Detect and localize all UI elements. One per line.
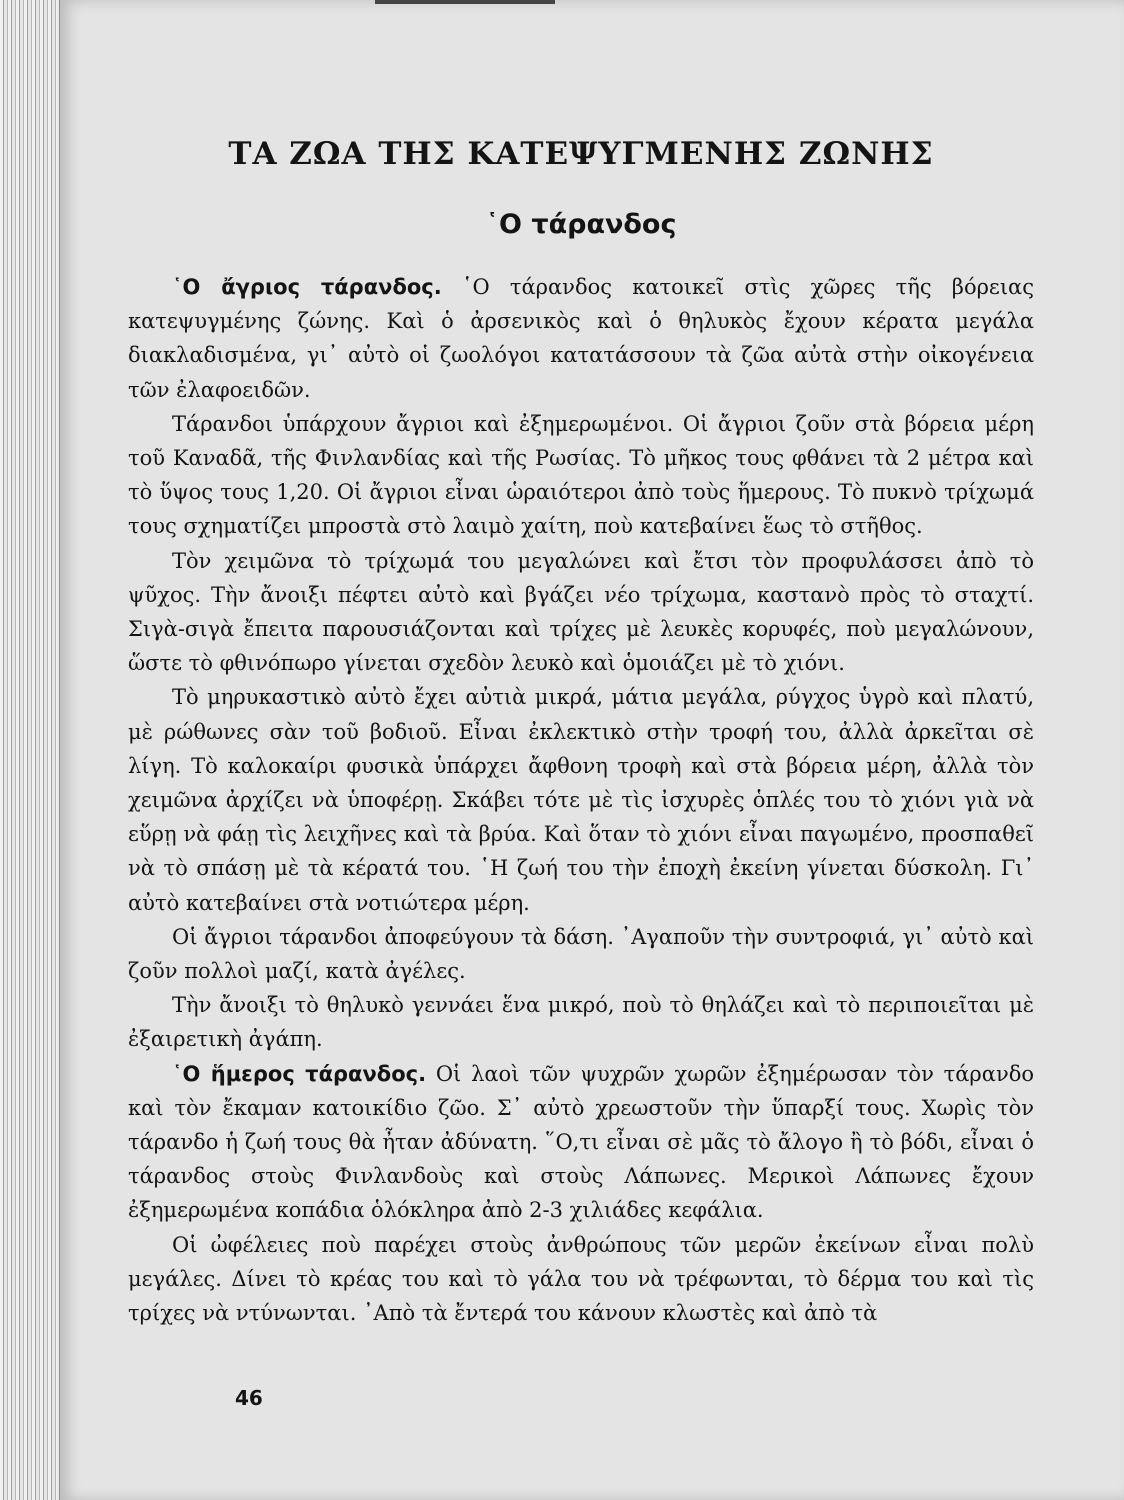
top-ink-mark xyxy=(375,0,555,4)
paragraph-text: ῾Ο τάρανδος κατοικεῖ στὶς χῶρες τῆς βόρειας κατεψυγμένης ζώνης. Καὶ ὁ ἀρσενικὸς καὶ ὁ θηλυκὸς ἔχουν κέρατα μεγάλα διακλαδισμένα, γι᾿ αὐτὸ οἱ ζωολόγοι κατατάσσουν τὰ ζῶα αὐτὰ στὴν οἰκογένεια τῶν ἐλαφοειδῶν. xyxy=(128,275,1034,402)
paragraph xyxy=(128,680,1034,919)
paragraph-text: Τὸ μηρυκαστικὸ αὐτὸ ἔχει αὐτιὰ μικρά, μάτια μεγάλα, ρύγχος ὑγρὸ καὶ πλατύ, μὲ ρώθωνες σὰν τοῦ βοδιοῦ. Εἶναι ἐκλεκτικὸ στὴν τροφή του, ἀλλὰ ἀρκεῖται σὲ λίγη. Τὸ καλοκαίρι φυσικὰ ὑπάρχει ἄφθονη τροφὴ καὶ στὰ βόρεια μέρη, ἀλλὰ τὸν χειμῶνα ἀρχίζει νὰ ὑποφέρῃ. Σκάβει τότε μὲ τὶς ἰσχυρὲς ὁπλές του τὸ χιόνι γιὰ νὰ εὕρῃ νὰ φάῃ τὶς λειχῆνες καὶ τὰ βρύα. Καὶ ὅταν τὸ χιόνι εἶναι παγωμένο, προσπαθεῖ νὰ τὸ σπάσῃ μὲ τὰ κέρατά του. ῾Η ζωή του τὴν ἐποχὴ ἐκείνη γίνεται δύσκολη. Γι᾿ αὐτὸ κατεβαίνει στὰ νοτιώτερα μέρη. xyxy=(128,685,1034,915)
section-title: ῾Ο τάρανδος xyxy=(485,209,677,240)
paragraph-wild-reindeer xyxy=(128,270,1034,407)
paragraph xyxy=(128,544,1034,681)
paragraph xyxy=(128,407,1034,544)
paragraph xyxy=(128,1228,1034,1331)
paragraph xyxy=(128,920,1034,988)
paragraph xyxy=(128,988,1034,1056)
chapter-title: ΤΑ ΖΩΑ ΤΗΣ ΚΑΤΕΨΥΓΜΕΝΗΣ ΖΩΝΗΣ xyxy=(228,136,934,172)
page-content xyxy=(128,128,1034,1330)
paragraph-lead: ῾Ο ἄγριος τάρανδος. xyxy=(172,275,442,299)
page-number: 46 xyxy=(235,1386,263,1410)
paragraph-text: Οἱ ἄγριοι τάρανδοι ἀποφεύγουν τὰ δάση. ᾿Αγαποῦν τὴν συντροφιά, γι᾿ αὐτὸ καὶ ζοῦν πολλοὶ μαζί, κατὰ ἀγέλες. xyxy=(128,924,1034,984)
body-text xyxy=(128,270,1034,1330)
paragraph-text: Τὸν χειμῶνα τὸ τρίχωμά του μεγαλώνει καὶ ἔτσι τὸν προφυλάσσει ἀπὸ τὸ ψῦχος. Τὴν ἄνοιξι πέφτει αὐτὸ καὶ βγάζει νέο τρίχωμα, καστανὸ πρὸς τὸ σταχτί. Σιγὰ-σιγὰ ἔπειτα παρουσιάζονται καὶ τρίχες μὲ λευκὲς κορυφές, ποὺ μεγαλώνουν, ὥστε τὸ φθινόπωρο γίνεται σχεδὸν λευκὸ καὶ ὁμοιάζει μὲ τὸ χιόνι. xyxy=(128,548,1034,676)
paragraph-text: Οἱ ὠφέλειες ποὺ παρέχει στοὺς ἀνθρώπους τῶν μερῶν ἐκείνων εἶναι πολὺ μεγάλες. Δίνει τὸ κρέας του καὶ τὸ γάλα του νὰ τρέφωνται, τὸ δέρμα του καὶ τὶς τρίχες νὰ ντύνωνται. ᾿Απὸ τὰ ἔντερά του κάνουν κλωστὲς καὶ ἀπὸ τὰ xyxy=(128,1232,1034,1326)
paragraph-text: Οἱ λαοὶ τῶν ψυχρῶν χωρῶν ἐξημέρωσαν τὸν τάρανδο καὶ τὸν ἔκαμαν κατοικίδιο ζῶο. Σ᾿ αὐτὸ χρεωστοῦν τὴν ὕπαρξί τους. Χωρὶς τὸν τάρανδο ἡ ζωή τους θὰ ἦταν ἀδύνατη. ῞Ο,τι εἶναι σὲ μᾶς τὸ ἄλογο ἢ τὸ βόδι, εἶναι ὁ τάρανδος στοὺς Φινλανδοὺς καὶ στοὺς Λάπωνες. Μερικοὶ Λάπωνες ἔχουν ἐξημερωμένα κοπάδια ὁλόκληρα ἀπὸ 2-3 χιλιάδες κεφάλια. xyxy=(128,1061,1034,1223)
paragraph-text: Τάρανδοι ὑπάρχουν ἄγριοι καὶ ἐξημερωμένοι. Οἱ ἄγριοι ζοῦν στὰ βόρεια μέρη τοῦ Καναδᾶ, τῆς Φινλανδίας καὶ τῆς Ρωσίας. Τὸ μῆκος τους φθάνει τὰ 2 μέτρα καὶ τὸ ὕψος τους 1,20. Οἱ ἄγριοι εἶναι ὡραιότεροι ἀπὸ τοὺς ἥμερους. Τὸ πυκνὸ τρίχωμά τους σχηματίζει μπροστὰ στὸ λαιμὸ χαίτη, ποὺ κατεβαίνει ἕως τὸ στῆθος. xyxy=(128,411,1034,539)
paragraph-lead: ῾Ο ἥμερος τάρανδος. xyxy=(172,1061,427,1086)
paragraph-text: Τὴν ἄνοιξι τὸ θηλυκὸ γεννάει ἕνα μικρό, ποὺ τὸ θηλάζει καὶ τὸ περιποιεῖται μὲ ἐξαιρετικὴ ἀγάπη. xyxy=(128,993,1034,1052)
paragraph-tame-reindeer xyxy=(128,1057,1034,1228)
